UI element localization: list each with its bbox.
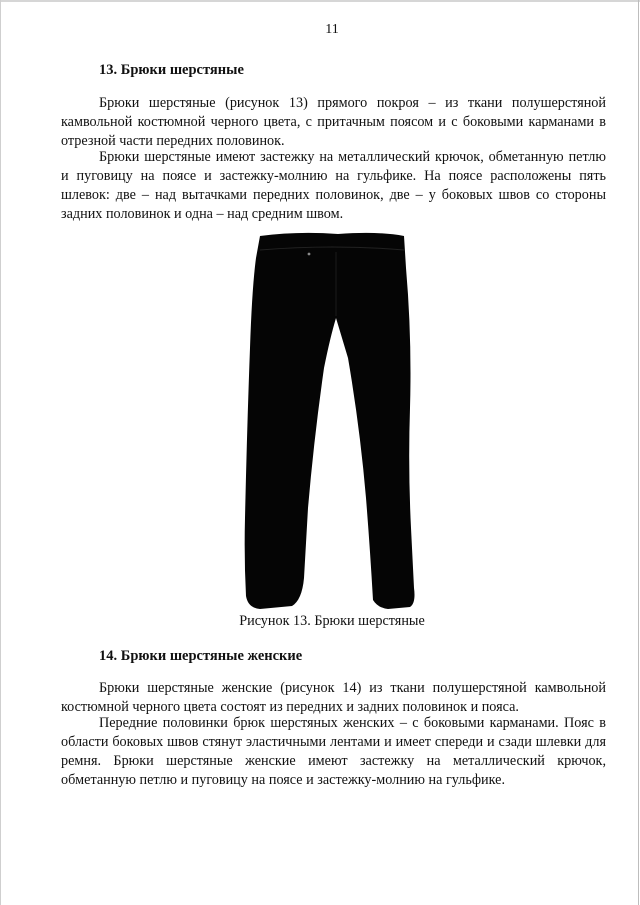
section-14-paragraph-2: Передние половинки брюк шерстяных женских – с боковыми карманами. Пояс в области боковых швов стянут эластичными лентами и имеет спереди и сзади шлевки для ремня. Брюки шерстяные женские имеют застежку на металлический крючок, обметанную петлю и пуговицу на поясе и застежку-молнию на гульфике. (61, 715, 606, 788)
page-edge-left (0, 0, 1, 905)
section-14-paragraph-1: Брюки шерстяные женские (рисунок 14) из ткани полушерстяной камвольной костюмной черного цвета состоят из передних и задних половинок и пояса. (61, 680, 606, 715)
section-13-heading: 13. Брюки шерстяные (99, 62, 244, 78)
section-13-paragraph-1: Брюки шерстяные (рисунок 13) прямого покроя – из ткани полушерстяной камвольной костюмной черного цвета, с притачным поясом и с боковыми карманами в отрезной части передних половинок. (61, 95, 606, 149)
section-14-heading: 14. Брюки шерстяные женские (99, 648, 303, 664)
page-number: 11 (325, 22, 339, 37)
page-edge-top (0, 0, 640, 2)
trousers-figure (238, 228, 418, 614)
page-edge-right (638, 0, 639, 905)
section-13-paragraph-2: Брюки шерстяные имеют застежку на металлический крючок, обметанную петлю и пуговицу на поясе и застежку-молнию на гульфике. На поясе расположены пять шлевок: две – над вытачками передних половинок, две – у боковых швов со стороны задних половинок и одна – над средним швом. (61, 149, 606, 222)
figure-13-caption: Рисунок 13. Брюки шерстяные (239, 613, 425, 629)
trousers-image (238, 228, 418, 614)
